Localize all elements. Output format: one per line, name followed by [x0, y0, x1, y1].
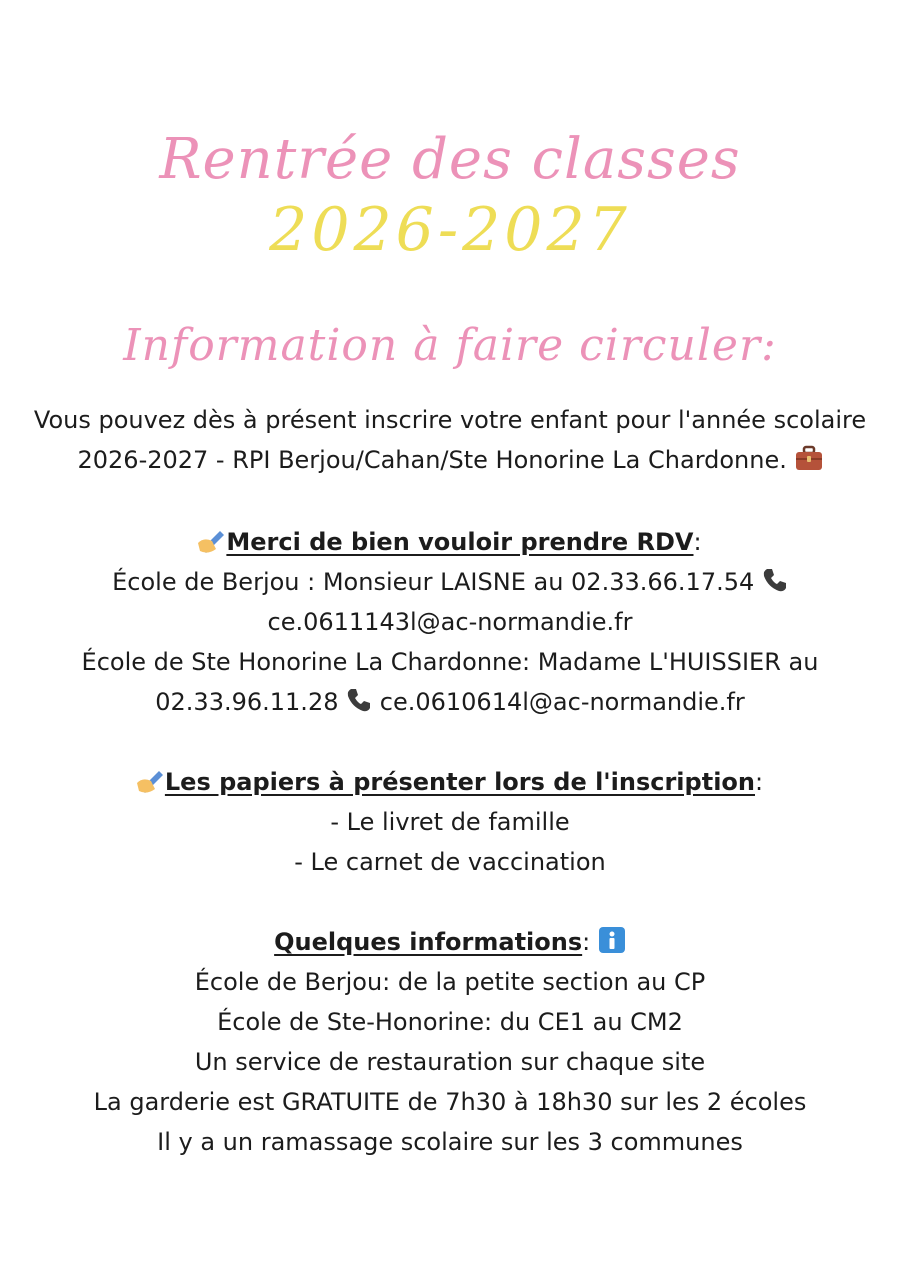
phone-icon	[346, 685, 372, 711]
list-item: - Le livret de famille	[330, 808, 570, 836]
info-heading-line	[0, 922, 900, 962]
school-year-title: 2026-2027	[269, 195, 631, 265]
intro-line: Vous pouvez dès à présent inscrire votre enfant pour l'année scolaire	[33, 406, 867, 434]
list-item: - Le carnet de vaccination	[294, 848, 606, 876]
list-item: Il y a un ramassage scolaire sur les 3 communes	[157, 1128, 743, 1156]
intro-line-text: 2026-2027 - RPI Berjou/Cahan/Ste Honorine La Chardonne.	[77, 446, 787, 474]
list-item: Un service de restauration sur chaque site	[194, 1048, 706, 1076]
documents-heading-line	[0, 762, 900, 802]
list-item: École de Berjou: de la petite section au CP	[194, 968, 706, 996]
intro-line-2	[0, 440, 900, 480]
honorine-contact-line: École de Ste Honorine La Chardonne: Madame L'HUISSIER au	[81, 648, 819, 676]
writing-hand-icon	[198, 525, 226, 551]
honorine-email[interactable]: ce.0610614l@ac-normandie.fr	[379, 688, 745, 716]
info-icon	[598, 926, 626, 954]
documents-heading: Les papiers à présenter lors de l'inscription	[164, 768, 755, 796]
berjou-contact-line	[0, 562, 900, 602]
list-item: École de Ste-Honorine: du CE1 au CM2	[217, 1008, 683, 1036]
heading-colon: :	[582, 928, 591, 956]
berjou-email[interactable]: ce.0611143l@ac-normandie.fr	[267, 608, 633, 636]
appointment-section	[0, 522, 900, 722]
appointment-heading: Merci de bien vouloir prendre RDV	[226, 528, 694, 556]
intro-section	[0, 400, 900, 480]
honorine-phone-email-line	[0, 682, 900, 722]
phone-icon	[762, 565, 788, 591]
writing-hand-icon	[137, 765, 165, 791]
briefcase-icon	[795, 443, 823, 469]
heading-colon: :	[755, 768, 764, 796]
appointment-heading-line	[0, 522, 900, 562]
list-item: La garderie est GRATUITE de 7h30 à 18h30 sur les 2 écoles	[93, 1088, 807, 1116]
heading-colon: :	[693, 528, 702, 556]
honorine-phone: 02.33.96.11.28	[155, 688, 339, 716]
berjou-contact-text: École de Berjou : Monsieur LAISNE au 02.33.66.17.54	[112, 568, 755, 596]
info-heading: Quelques informations	[274, 928, 583, 956]
documents-section	[0, 762, 900, 882]
info-section	[0, 922, 900, 1162]
page-subtitle: Information à faire circuler:	[123, 320, 777, 371]
page-title: Rentrée des classes	[159, 127, 741, 192]
